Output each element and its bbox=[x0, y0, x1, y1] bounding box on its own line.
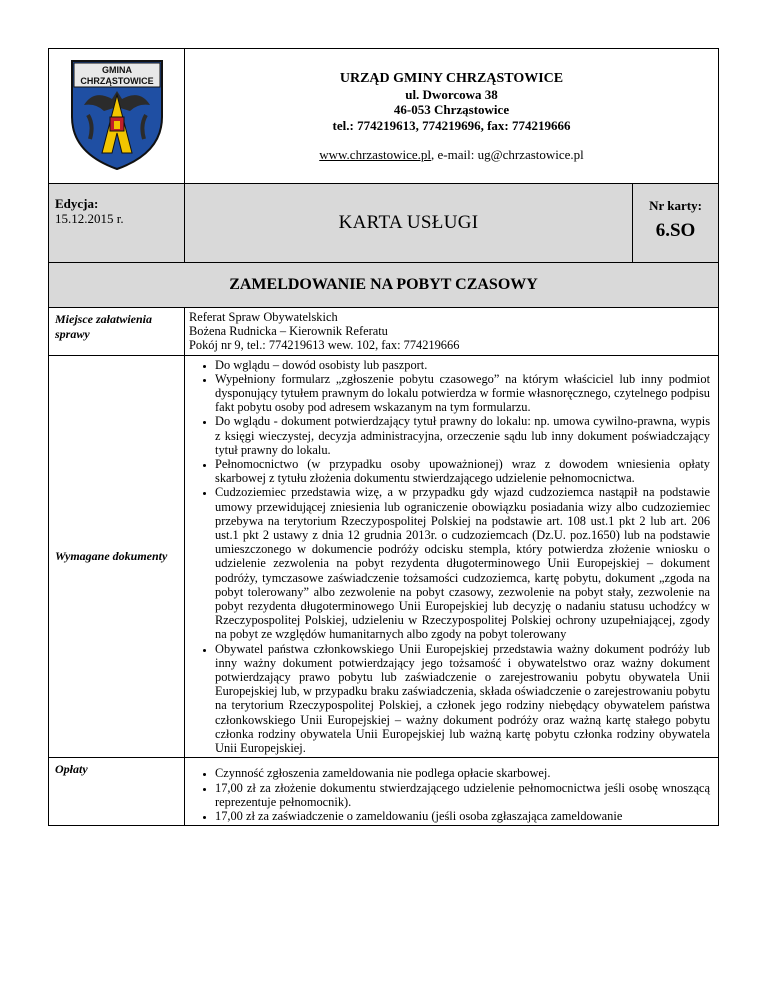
office-contact-line bbox=[185, 147, 718, 163]
edition-row bbox=[49, 184, 719, 263]
list-item: • Czynność zgłoszenia zameldowania nie podlega opłacie skarbowej. bbox=[215, 766, 710, 780]
list-item: • 17,00 zł za zaświadczenie o zameldowaniu (jeśli osoba zgłaszająca zameldowanie bbox=[215, 809, 710, 823]
service-title: ZAMELDOWANIE NA POBYT CZASOWY bbox=[49, 263, 719, 308]
office-email: , e-mail: ug@chrzastowice.pl bbox=[431, 147, 584, 162]
list-item: • Do wglądu – dowód osobisty lub paszport. bbox=[215, 358, 710, 372]
website-link[interactable]: www.chrzastowice.pl bbox=[319, 147, 432, 162]
office-name: URZĄD GMINY CHRZĄSTOWICE bbox=[339, 71, 564, 86]
title-row bbox=[49, 263, 719, 308]
fees-list bbox=[187, 766, 710, 823]
place-value bbox=[185, 308, 719, 356]
card-number-value: 6.SO bbox=[655, 220, 696, 241]
header-row bbox=[49, 49, 719, 184]
place-row bbox=[49, 308, 719, 356]
card-number-label: Nr karty: bbox=[649, 198, 702, 213]
card-table bbox=[48, 48, 719, 826]
edition-label: Edycja: bbox=[55, 196, 99, 211]
place-line: Pokój nr 9, tel.: 774219613 wew. 102, fax: 774219666 bbox=[189, 338, 460, 353]
list-item: • Pełnomocnictwo (w przypadku osoby upoważnionej) wraz z dowodem wniesienia opłaty skarbowej z tytułu złożenia dokumentu stwierdzającego udzielenie pełnomocnictwa. bbox=[215, 457, 710, 485]
office-phones: tel.: 774219613, 774219696, fax: 774219666 bbox=[332, 117, 571, 133]
fees-label: Opłaty bbox=[49, 758, 185, 826]
place-label: Miejsce załatwienia sprawy bbox=[49, 308, 185, 356]
logo-cell bbox=[49, 49, 185, 184]
logo-text-top: GMINA bbox=[101, 64, 132, 75]
gmina-coat-of-arms-logo bbox=[64, 55, 170, 178]
service-card bbox=[48, 48, 718, 826]
logo-text-bottom: CHRZĄSTOWICE bbox=[79, 75, 154, 86]
fees-row bbox=[49, 758, 719, 826]
edition-date: 15.12.2015 r. bbox=[55, 211, 124, 226]
office-street: ul. Dworcowa 38 bbox=[405, 86, 498, 102]
list-item: • Cudzoziemiec przedstawia wizę, a w przypadku gdy wjazd cudzoziemca nastąpił na podstawie umowy przewidującej zniesienia lub ograniczenie obowiązku posiadania wizy albo cudzoziemiec przebywa na terytorium Rzeczypospolitej Polskiej na podstawie art. 108 ust.1 pkt 2 lub art. 206 ust.1 pkt 2 ustawy z dnia 12 grudnia 2013r. o cudzoziemcach (Dz.U. poz.1650) lub na podstawie umieszczonego w dokumencie podróży odcisku stempla, który potwierdza złożenie wniosku o udzielenie zezwolenia na pobyt rezydenta długoterminowego Unii Europejskiej – dokument podróży, tymczasowe zaświadczenie tożsamości cudzoziemca, kartę pobytu, dokument „zgoda na pobyt tolerowany” albo zezwolenie na pobyt czasowy, zezwolenie na pobyt stały, zezwolenie na pobyt rezydenta długoterminowego Unii Europejskiej lub decyzję o nadaniu statusu uchodźcy w Rzeczypospolitej Polskiej, udzieleniu w Rzeczypospolitej Polskiej ochrony uzupełniającej, zgody na pobyt ze względów humanitarnych albo zgody na pobyt tolerowany bbox=[215, 485, 710, 641]
list-item: • Do wglądu - dokument potwierdzający tytuł prawny do lokalu: np. umowa cywilno-prawna, wypis z księgi wieczystej, decyzja administracyjna, orzeczenie sądu lub inny dokument poświadczający tytuł prawny do lokalu. bbox=[215, 414, 710, 457]
list-item: • Wypełniony formularz „zgłoszenie pobytu czasowego” na którym właściciel lub inny podmiot dysponujący tytułem prawnym do lokalu potwierdza w formie własnoręcznego, czytelnego podpisu fakt pobytu osoby pod adresem wskazanym na tym formularzu. bbox=[215, 372, 710, 415]
place-line: Referat Spraw Obywatelskich bbox=[189, 310, 338, 324]
edition-cell bbox=[49, 184, 185, 263]
documents-label: Wymagane dokumenty bbox=[49, 355, 185, 758]
documents-value bbox=[185, 355, 719, 758]
documents-list bbox=[187, 358, 710, 756]
office-header bbox=[185, 49, 719, 184]
place-line: Bożena Rudnicka – Kierownik Referatu bbox=[189, 324, 388, 339]
documents-row bbox=[49, 355, 719, 758]
office-postal: 46-053 Chrząstowice bbox=[393, 102, 510, 117]
fees-value bbox=[185, 758, 719, 826]
list-item: • 17,00 zł za złożenie dokumentu stwierdzającego udzielenie pełnomocnictwa jeśli osobę wnoszącą reprezentuje pełnomocnik). bbox=[215, 781, 710, 809]
card-title: KARTA USŁUGI bbox=[185, 184, 633, 263]
card-number-cell bbox=[633, 184, 719, 263]
list-item: • Obywatel państwa członkowskiego Unii Europejskiej przedstawia ważny dokument podróży lub inny ważny dokument potwierdzający jego tożsamość i obywatelstwo oraz ważny dokument potwierdzający prawo pobytu lub zaświadczenie o zarejestrowaniu pobytu obywatela Unii Europejskiej lub, w przypadku braku zaświadczenia, składa oświadczenie o zarejestrowaniu pobytu na terytorium Rzeczypospolitej Polskiej, a członek jego rodziny niebędący obywatelem państwa członkowskiego Unii Europejskiej – ważny dokument podróży oraz ważną kartę stałego pobytu członka rodziny obywatela Unii Europejskiej lub ważną kartę pobytu członka rodziny obywatela Unii Europejskiej. bbox=[215, 642, 710, 756]
